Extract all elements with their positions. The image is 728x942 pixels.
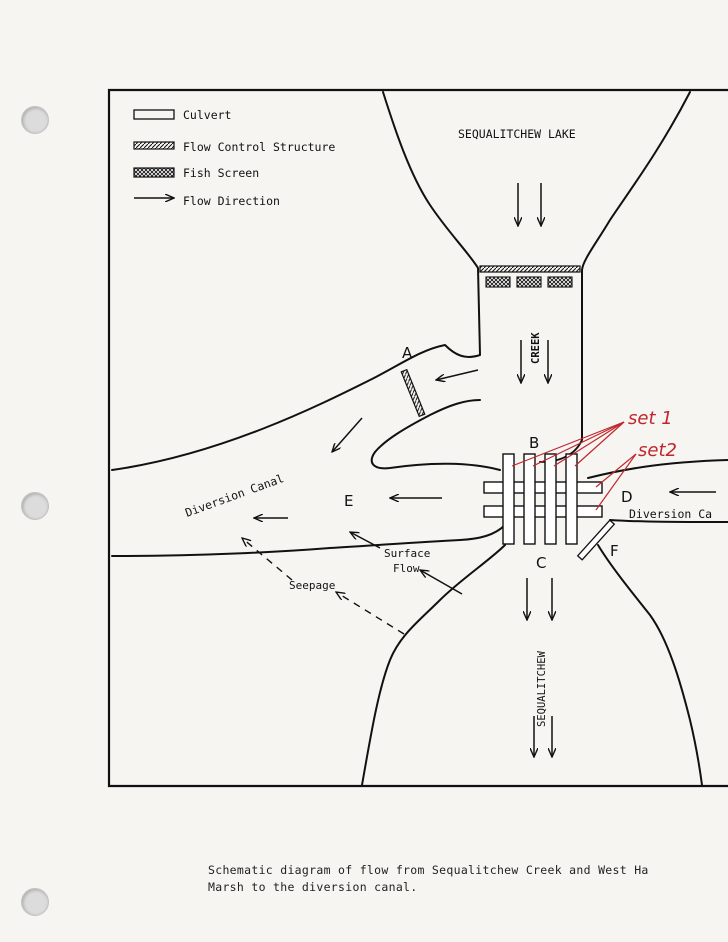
set1-label: set 1: [628, 408, 673, 429]
creek-label: CREEK: [530, 332, 542, 364]
flow-control-structure-f: [578, 520, 615, 560]
surface-flow-arrow-2: [420, 570, 462, 594]
set2-label: set2: [638, 440, 677, 461]
caption-line-2: Marsh to the diversion canal.: [208, 880, 418, 894]
point-d-label: D: [621, 488, 633, 506]
creek-lower-right-bank: [598, 545, 702, 785]
legend-culvert-label: Culvert: [183, 108, 232, 122]
legend-flow-control-label: Flow Control Structure: [183, 140, 336, 154]
culvert-set1-2: [524, 454, 535, 544]
creek-lower-label: SEQUALITCHEW: [536, 651, 548, 727]
culvert-set1-3: [545, 454, 556, 544]
surface-flow-label-line2: Flow: [393, 562, 420, 575]
canal-upper-flow-arrow: [332, 418, 362, 452]
fish-screen-3: [548, 277, 572, 287]
flow-control-structure-a: [401, 370, 425, 417]
legend-fish-screen-label: Fish Screen: [183, 166, 260, 180]
point-b-label: B: [529, 434, 540, 452]
point-a-label: A: [402, 344, 413, 362]
flow-control-symbol: [134, 142, 174, 149]
set1-pointer-2: [533, 422, 624, 466]
culvert-symbol: [134, 110, 174, 119]
diversion-canal-right-label: Diversion Ca: [629, 507, 713, 521]
caption-line-1: Schematic diagram of flow from Sequalitchew Creek and West Ha: [208, 863, 649, 877]
set1-pointer-3: [554, 422, 624, 466]
seepage-label: Seepage: [289, 579, 336, 592]
seepage-line-lower: [336, 592, 404, 634]
point-c-label: C: [536, 554, 547, 572]
lake-label: SEQUALITCHEW LAKE: [458, 127, 576, 141]
legend-flow-direction-label: Flow Direction: [183, 194, 280, 208]
canal-lower-bank: [112, 525, 505, 556]
fish-screen-symbol: [134, 168, 174, 177]
right-canal-upper-bank: [588, 460, 728, 478]
flow-control-structure-outlet: [480, 266, 580, 272]
point-e-label: E: [344, 492, 354, 510]
seepage-line-upper: [242, 538, 292, 580]
fish-screen-2: [517, 277, 541, 287]
legend: [134, 108, 335, 208]
point-f-label: F: [610, 542, 619, 560]
culvert-set2-upper: [484, 482, 602, 493]
surface-flow-label-line1: Surface: [384, 547, 431, 560]
culvert-set1-4: [566, 454, 577, 544]
branch-a-flow-arrow: [436, 370, 478, 380]
culvert-set2-lower: [484, 506, 602, 517]
fish-screen-1: [486, 277, 510, 287]
diversion-canal-left-label: Diversion Canal: [183, 471, 286, 520]
creek-lower-left-bank: [362, 545, 505, 785]
figure-caption: [208, 862, 728, 896]
culvert-set1-1: [503, 454, 514, 544]
branch-a-lower-bank: [372, 400, 500, 470]
